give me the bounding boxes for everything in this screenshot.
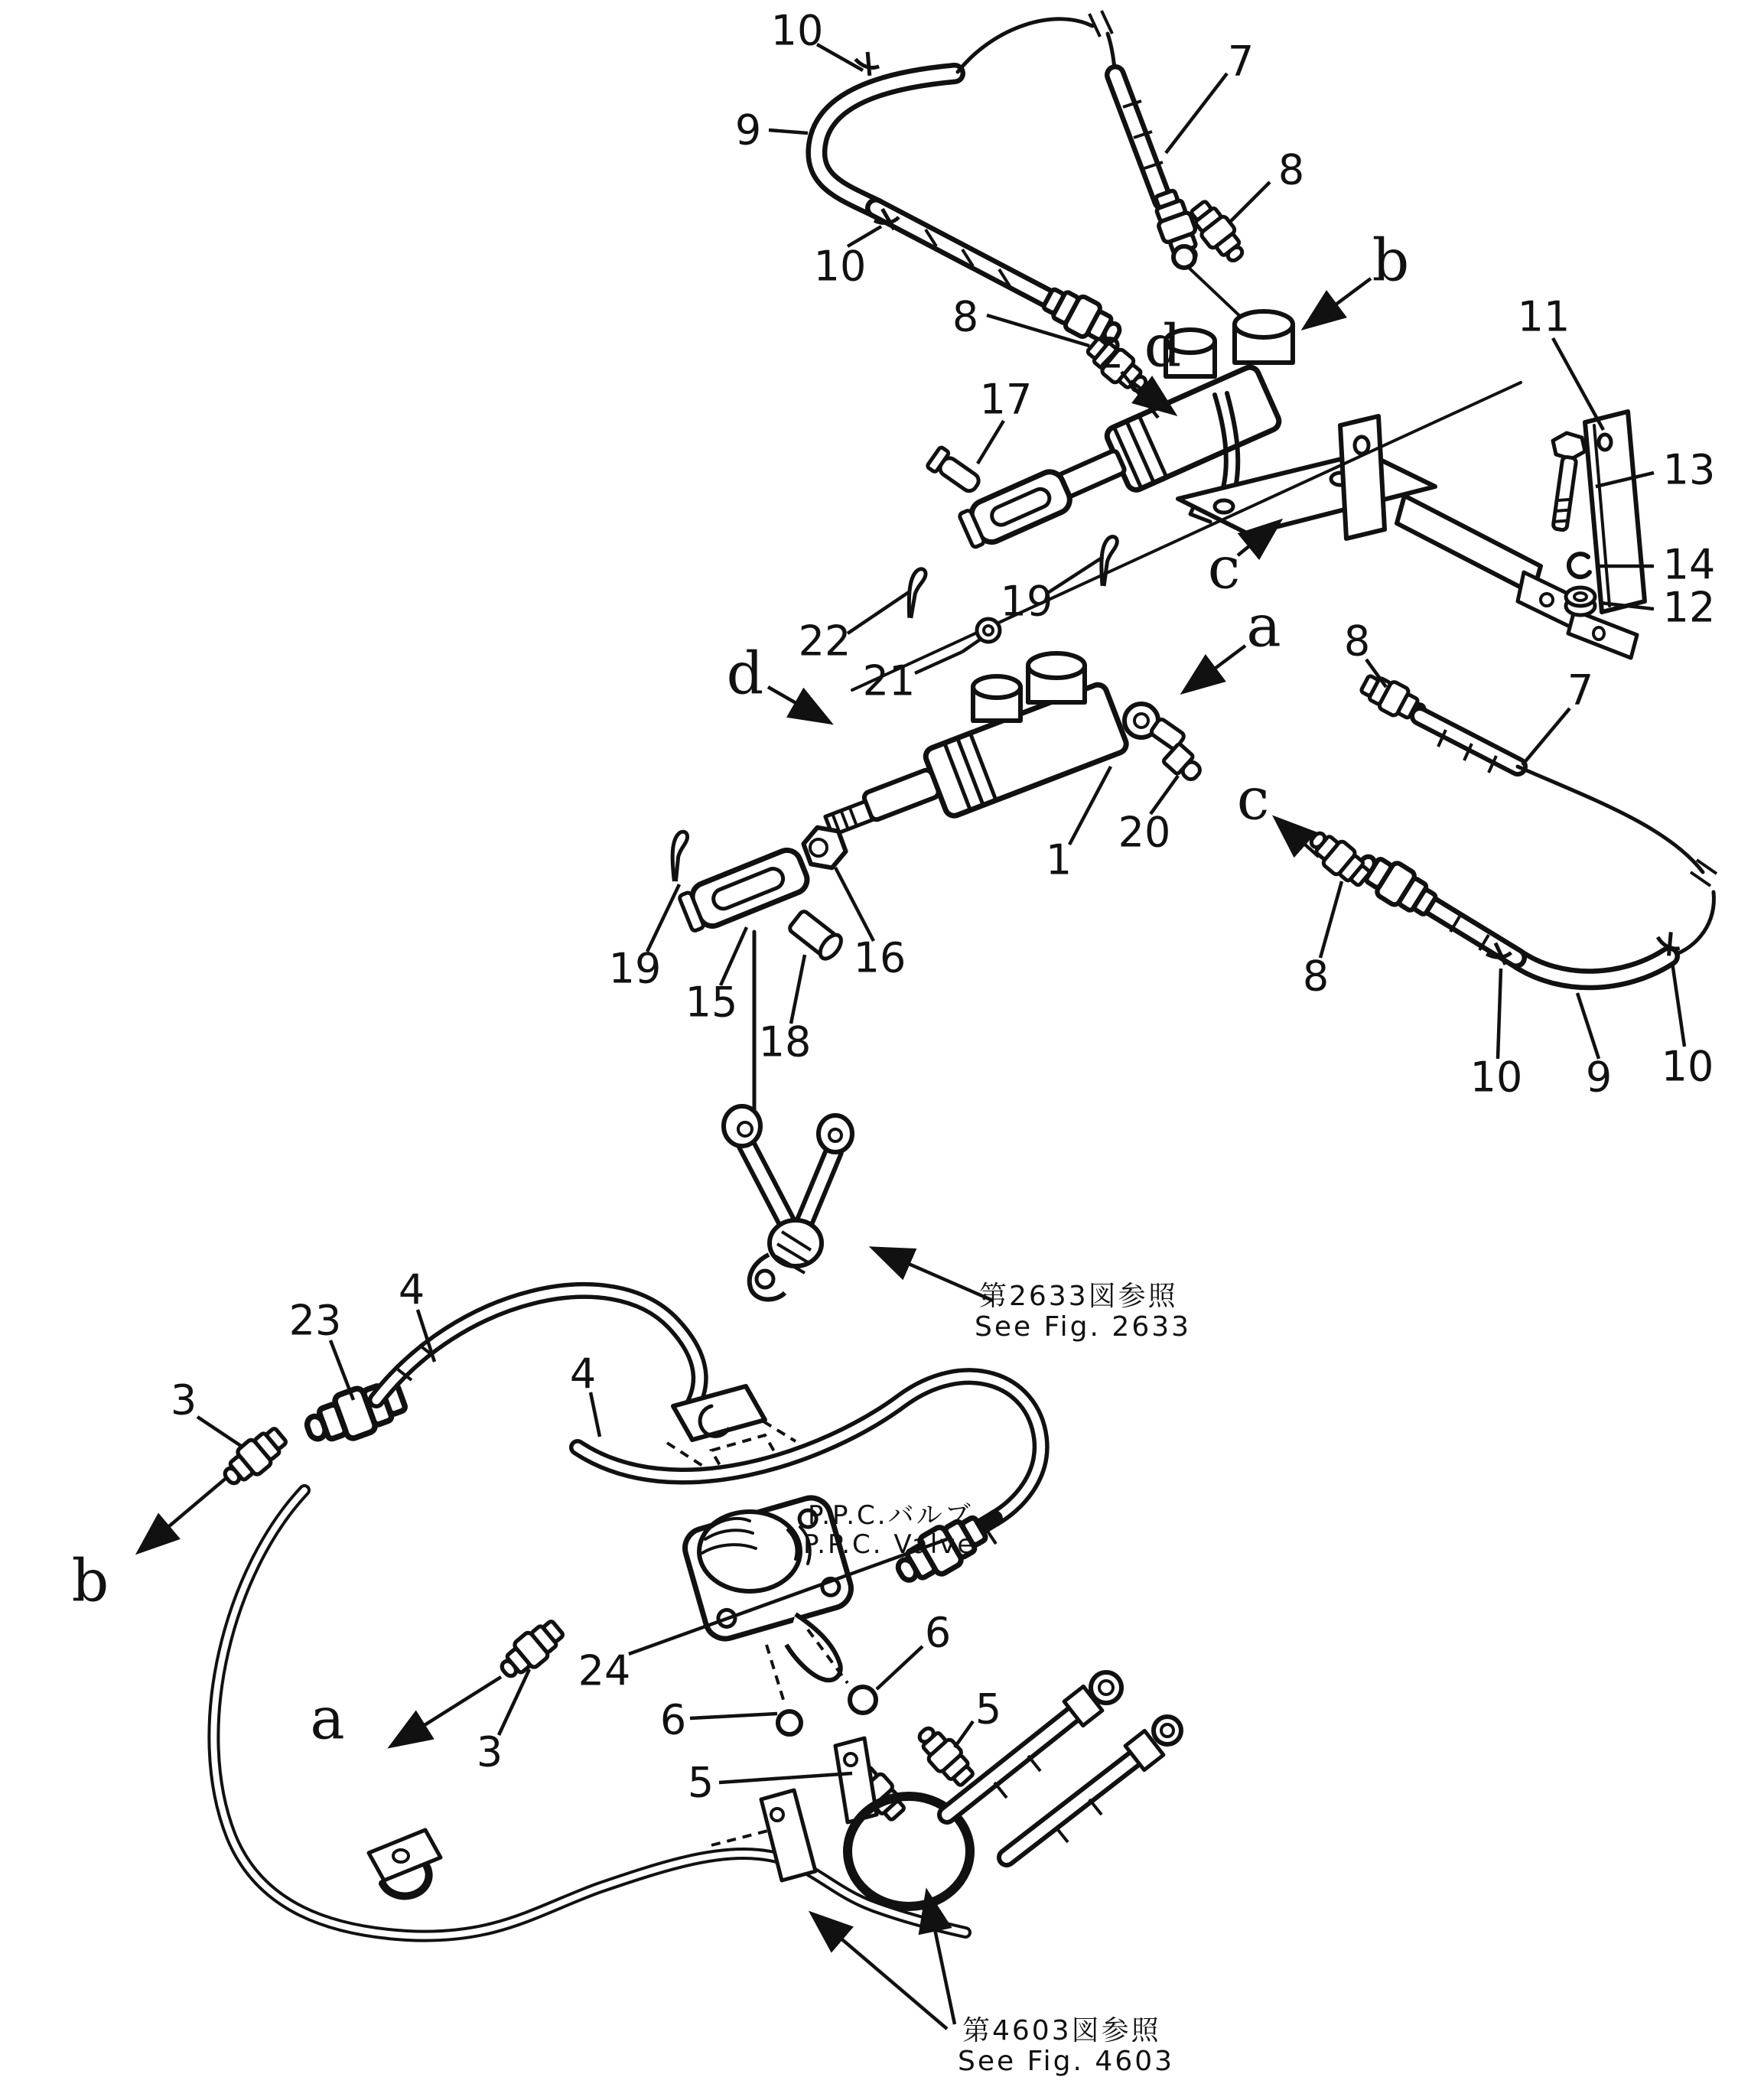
leader-line xyxy=(1553,338,1603,430)
elbow-hose-9-bottom xyxy=(1351,846,1684,980)
ref-fig-2633-jp: 第2633図参照 xyxy=(979,1281,1178,1312)
nut-16 xyxy=(803,828,845,868)
routing-line-top xyxy=(958,11,1115,75)
callout-d: d xyxy=(1144,311,1182,380)
callout-9: 9 xyxy=(1585,1053,1613,1102)
pointer-arrow xyxy=(927,1893,955,2024)
leader-line xyxy=(591,1392,600,1437)
clevis-15 xyxy=(678,846,812,935)
leader-line xyxy=(1522,708,1570,765)
callout-24: 24 xyxy=(578,1646,631,1695)
leader-line xyxy=(791,955,805,1024)
callout-c: c xyxy=(1207,533,1241,602)
ppc-valve-label-en: P.P.C. Valve xyxy=(803,1529,976,1560)
callout-c: c xyxy=(1236,764,1270,833)
leader-line xyxy=(1320,881,1342,958)
callout-5: 5 xyxy=(687,1758,714,1807)
callout-b: b xyxy=(71,1546,109,1615)
callout-5: 5 xyxy=(975,1685,1002,1734)
callout-1: 1 xyxy=(1045,835,1072,884)
pointer-arrow xyxy=(1305,278,1371,327)
bolt-13 xyxy=(1553,433,1585,530)
callout-15: 15 xyxy=(685,978,738,1027)
leader-line xyxy=(835,868,874,941)
pin-17 xyxy=(926,447,983,497)
leader-line xyxy=(1229,182,1270,223)
callout-10: 10 xyxy=(1661,1042,1714,1091)
braided-hose-7-mid xyxy=(1358,669,1717,956)
hose-clamp-10-top xyxy=(853,50,881,77)
pointer-arrow xyxy=(874,1249,993,1301)
callout-13: 13 xyxy=(1662,445,1716,494)
leader-line xyxy=(877,1646,923,1689)
callout-8: 8 xyxy=(952,292,979,341)
callout-10: 10 xyxy=(1469,1053,1523,1102)
callout-20: 20 xyxy=(1118,808,1171,857)
leader-line xyxy=(721,927,747,985)
callout-19: 19 xyxy=(608,944,662,993)
callout-22: 22 xyxy=(798,617,851,666)
callout-8: 8 xyxy=(1302,952,1330,1001)
pointer-arrow xyxy=(1184,646,1245,692)
fitting-3-upper xyxy=(217,1423,291,1492)
pointer-arrow xyxy=(139,1477,228,1551)
callout-a: a xyxy=(1246,591,1281,660)
callout-8: 8 xyxy=(1343,617,1371,666)
leader-line xyxy=(647,884,679,952)
callout-4: 4 xyxy=(569,1350,597,1398)
leader-line xyxy=(690,1714,777,1718)
callout-7: 7 xyxy=(1567,666,1594,715)
pointer-arrow xyxy=(768,687,829,722)
callout-11: 11 xyxy=(1517,292,1570,341)
leader-layer xyxy=(139,44,1684,2029)
ref-fig-4603-jp: 第4603図参照 xyxy=(962,2015,1161,2046)
o-ring-6-right xyxy=(850,1687,876,1713)
callout-a: a xyxy=(310,1684,345,1753)
p-clamp xyxy=(369,1830,441,1896)
braided-hose-7-top xyxy=(1115,75,1258,334)
fitting-5-right xyxy=(912,1721,978,1790)
ref-fig-2633-en: See Fig. 2633 xyxy=(975,1311,1192,1343)
callout-21: 21 xyxy=(862,656,916,705)
leader-line xyxy=(817,44,863,70)
leader-line xyxy=(962,638,982,652)
hose-7-tip xyxy=(1173,246,1195,268)
cotter-pin-19-upper xyxy=(1098,536,1118,587)
callout-8: 8 xyxy=(1277,145,1305,194)
callout-d: d xyxy=(726,639,764,708)
leader-line xyxy=(197,1417,243,1447)
leader-line xyxy=(915,652,962,673)
ref-fig-4603-en: See Fig. 4603 xyxy=(958,2046,1175,2077)
leader-line xyxy=(1498,969,1501,1059)
callout-4: 4 xyxy=(398,1265,425,1314)
hose-9b-end-fitting xyxy=(1351,846,1441,922)
leader-line xyxy=(1166,73,1227,153)
clevis-pin-18 xyxy=(787,909,845,962)
washer-nut-12 xyxy=(1566,588,1595,615)
plug-20 xyxy=(1163,743,1206,785)
callout-18: 18 xyxy=(758,1017,812,1066)
leader-line xyxy=(499,1669,529,1735)
callout-3: 3 xyxy=(476,1727,503,1776)
leader-line xyxy=(978,421,1004,464)
callout-6: 6 xyxy=(924,1608,952,1657)
callout-9: 9 xyxy=(734,106,762,155)
fitting-3-lower xyxy=(494,1616,568,1685)
leader-line xyxy=(1672,962,1684,1047)
hose-4a xyxy=(376,1291,700,1429)
callout-23: 23 xyxy=(288,1296,342,1345)
leader-line xyxy=(848,592,909,633)
leader-line xyxy=(1577,993,1599,1059)
callout-16: 16 xyxy=(853,933,906,982)
callout-19: 19 xyxy=(1000,577,1053,626)
leader-line xyxy=(719,1773,852,1783)
o-ring-6-left xyxy=(778,1711,801,1734)
rocker-fork xyxy=(724,1106,852,1300)
callout-3: 3 xyxy=(170,1376,197,1424)
callout-b: b xyxy=(1372,226,1410,295)
ppc-valve-label-jp: P.P.C.バルブ xyxy=(808,1500,973,1531)
callout-10: 10 xyxy=(770,6,824,55)
spring-washer-14 xyxy=(1569,554,1590,577)
leader-line xyxy=(769,130,808,133)
pointer-arrow xyxy=(812,1914,947,2029)
callout-14: 14 xyxy=(1662,540,1716,589)
leader-line xyxy=(955,1721,973,1747)
callout-10: 10 xyxy=(813,242,867,291)
callout-7: 7 xyxy=(1227,37,1255,86)
leader-line xyxy=(1069,767,1111,845)
callout-2: 2 xyxy=(1097,329,1124,378)
callout-12: 12 xyxy=(1662,583,1716,632)
callout-17: 17 xyxy=(979,375,1033,424)
callout-6: 6 xyxy=(659,1695,687,1744)
cotter-pin-19-lower xyxy=(671,831,688,882)
